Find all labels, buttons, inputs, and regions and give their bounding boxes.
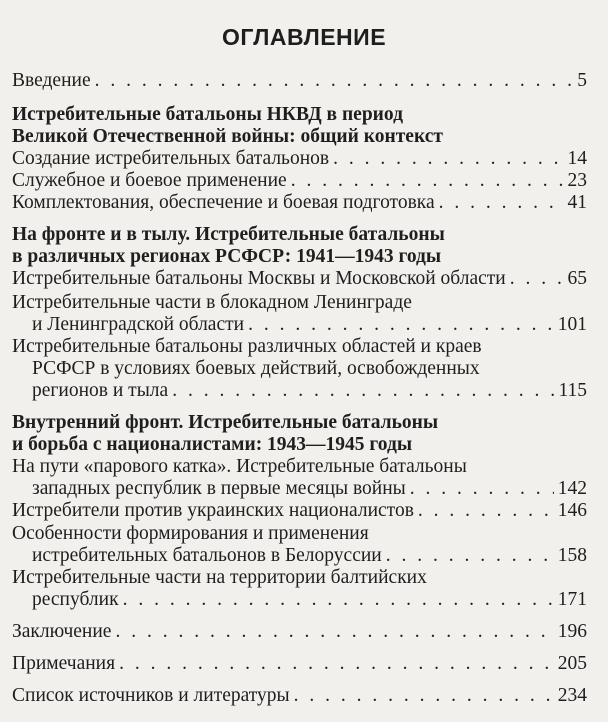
entry-text: Список источников и литературы xyxy=(12,685,290,706)
section-heading-part3-line2: и борьба с националистами: 1943—1945 годы xyxy=(12,434,413,455)
entry-text: Особенности формирования и применения xyxy=(12,523,369,544)
toc-entry-line xyxy=(32,587,587,613)
page-number: 65 xyxy=(567,268,587,289)
page-number: 205 xyxy=(557,653,587,674)
entry-text: Служебное и боевое применение xyxy=(12,170,287,191)
page-number: 171 xyxy=(557,589,587,610)
dot-leader xyxy=(123,587,554,613)
entry-text: Истребительные части на территории балтийских xyxy=(12,567,427,588)
entry-text: Примечания xyxy=(12,653,116,674)
page-number: 234 xyxy=(557,685,587,706)
section-heading-part1-line1: Истребительные батальоны НКВД в период xyxy=(12,104,403,125)
toc-entry-notes xyxy=(12,651,587,677)
dot-leader xyxy=(439,190,564,216)
page-number: 41 xyxy=(567,192,587,213)
entry-text: Комплектования, обеспечение и боевая подготовка xyxy=(12,192,435,213)
dot-leader xyxy=(172,378,554,404)
dot-leader xyxy=(95,68,574,94)
toc-entry-bibliography xyxy=(12,683,587,709)
entry-text: Истребительные батальоны различных областей и краев xyxy=(12,336,482,357)
page-number: 23 xyxy=(567,170,587,191)
dot-leader xyxy=(115,619,553,645)
entry-text: Истребительные батальоны Москвы и Московской области xyxy=(12,268,506,289)
toc-entry-introduction xyxy=(12,68,587,94)
entry-text: и Ленинградской области xyxy=(32,314,245,335)
entry-text: На пути «парового катка». Истребительные батальоны xyxy=(12,456,467,477)
section-heading-part3-line1: Внутренний фронт. Истребительные батальоны xyxy=(12,412,439,433)
section-heading-part2-line2: в различных регионах РСФСР: 1941—1943 годы xyxy=(12,246,442,267)
toc-entry-line xyxy=(32,378,587,404)
section-heading-part1-line2: Великой Отечественной войны: общий контекст xyxy=(12,126,443,147)
entry-text: Заключение xyxy=(12,621,112,642)
dot-leader xyxy=(294,683,554,709)
page-number: 14 xyxy=(567,148,587,169)
page-number: 101 xyxy=(557,314,587,335)
entry-text: регионов и тыла xyxy=(32,380,169,401)
entry-text: республик xyxy=(32,589,119,610)
page-number: 196 xyxy=(557,621,587,642)
page-number: 142 xyxy=(557,478,587,499)
page-number: 5 xyxy=(577,70,587,91)
toc-entry xyxy=(12,190,587,216)
entry-text: Создание истребительных батальонов xyxy=(12,148,330,169)
section-heading-part2-line1: На фронте и в тылу. Истребительные батальоны xyxy=(12,224,445,245)
entry-text: Истребители против украинских националистов xyxy=(12,500,414,521)
page-title: ОГЛАВЛЕНИЕ xyxy=(221,24,387,50)
page-number: 146 xyxy=(557,500,587,521)
page-number: 115 xyxy=(558,380,587,401)
dot-leader xyxy=(119,651,554,677)
entry-text: истребительных батальонов в Белоруссии xyxy=(32,545,382,566)
entry-text: Истребительные части в блокадном Ленинграде xyxy=(12,292,412,313)
entry-text: Введение xyxy=(12,70,91,91)
toc-entry xyxy=(12,266,587,292)
toc-entry-conclusion xyxy=(12,619,587,645)
entry-text: РСФСР в условиях боевых действий, освобожденных xyxy=(32,358,480,379)
entry-text: западных республик в первые месяцы войны xyxy=(32,478,406,499)
dot-leader xyxy=(510,266,564,292)
page-number: 158 xyxy=(557,545,587,566)
